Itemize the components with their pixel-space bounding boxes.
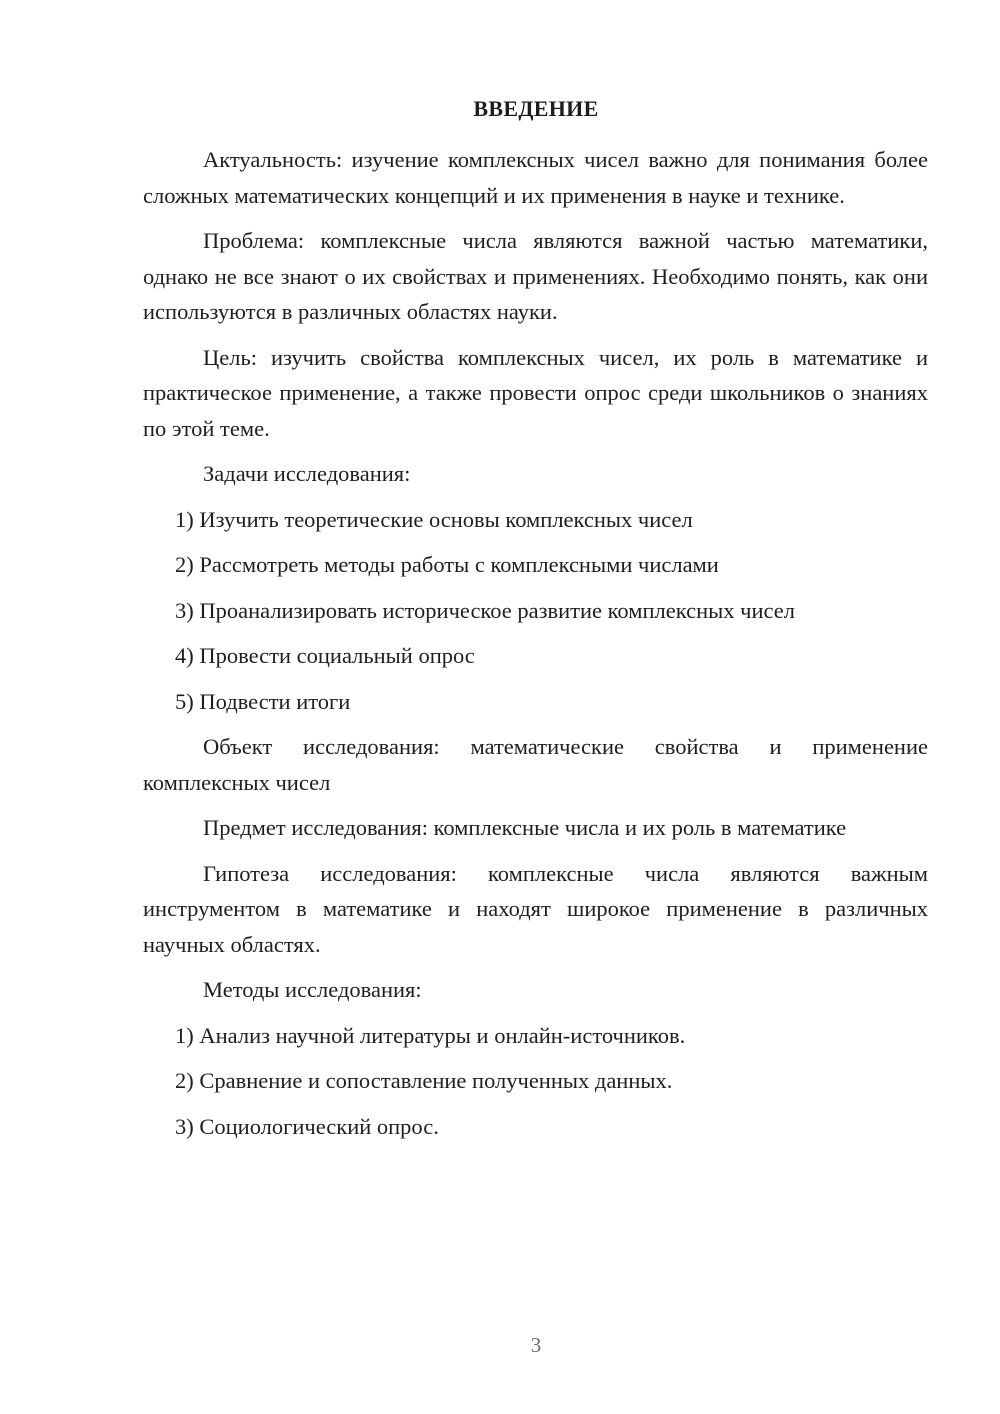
list-item: 2) Рассмотреть методы работы с комплексными числами [175,552,719,577]
list-item: 3) Проанализировать историческое развитие комплексных чисел [175,597,795,623]
tasks-list [143,502,928,720]
list-item: 2) Сравнение и сопоставление полученных данных. [175,1068,673,1093]
list-item: 1) Анализ научной литературы и онлайн-источников. [175,1022,686,1048]
methods-list [143,1018,928,1145]
page-title: ВВЕДЕНИЕ [473,96,599,121]
list-item: 5) Подвести итоги [175,688,351,714]
page-number: 3 [530,1333,542,1357]
hypothesis-paragraph: Гипотеза исследования: комплексные числа являются важным инструментом в математике и находят широкое применение в различных научных областях. [143,860,928,957]
relevance-paragraph: Актуальность: изучение комплексных чисел важно для понимания более сложных математических концепций и их применения в науке и технике. [143,147,928,208]
tasks-heading: Задачи исследования: [203,461,411,486]
document-body [143,142,928,1154]
list-item: 4) Провести социальный опрос [175,643,475,668]
list-item: 1) Изучить теоретические основы комплексных чисел [175,506,693,532]
methods-heading: Методы исследования: [203,977,422,1002]
list-item: 3) Социологический опрос. [175,1113,439,1139]
goal-paragraph: Цель: изучить свойства комплексных чисел, их роль в математике и практическое применение, а также провести опрос среди школьников о знаниях по этой теме. [143,344,928,441]
object-paragraph: Объект исследования: математические свойства и применение комплексных чисел [143,734,928,795]
problem-paragraph: Проблема: комплексные числа являются важной частью математики, однако не все знают о их свойствах и применениях. Необходимо понять, как они используются в различных областях науки. [143,228,928,324]
subject-paragraph: Предмет исследования: комплексные числа и их роль в математике [203,815,847,840]
